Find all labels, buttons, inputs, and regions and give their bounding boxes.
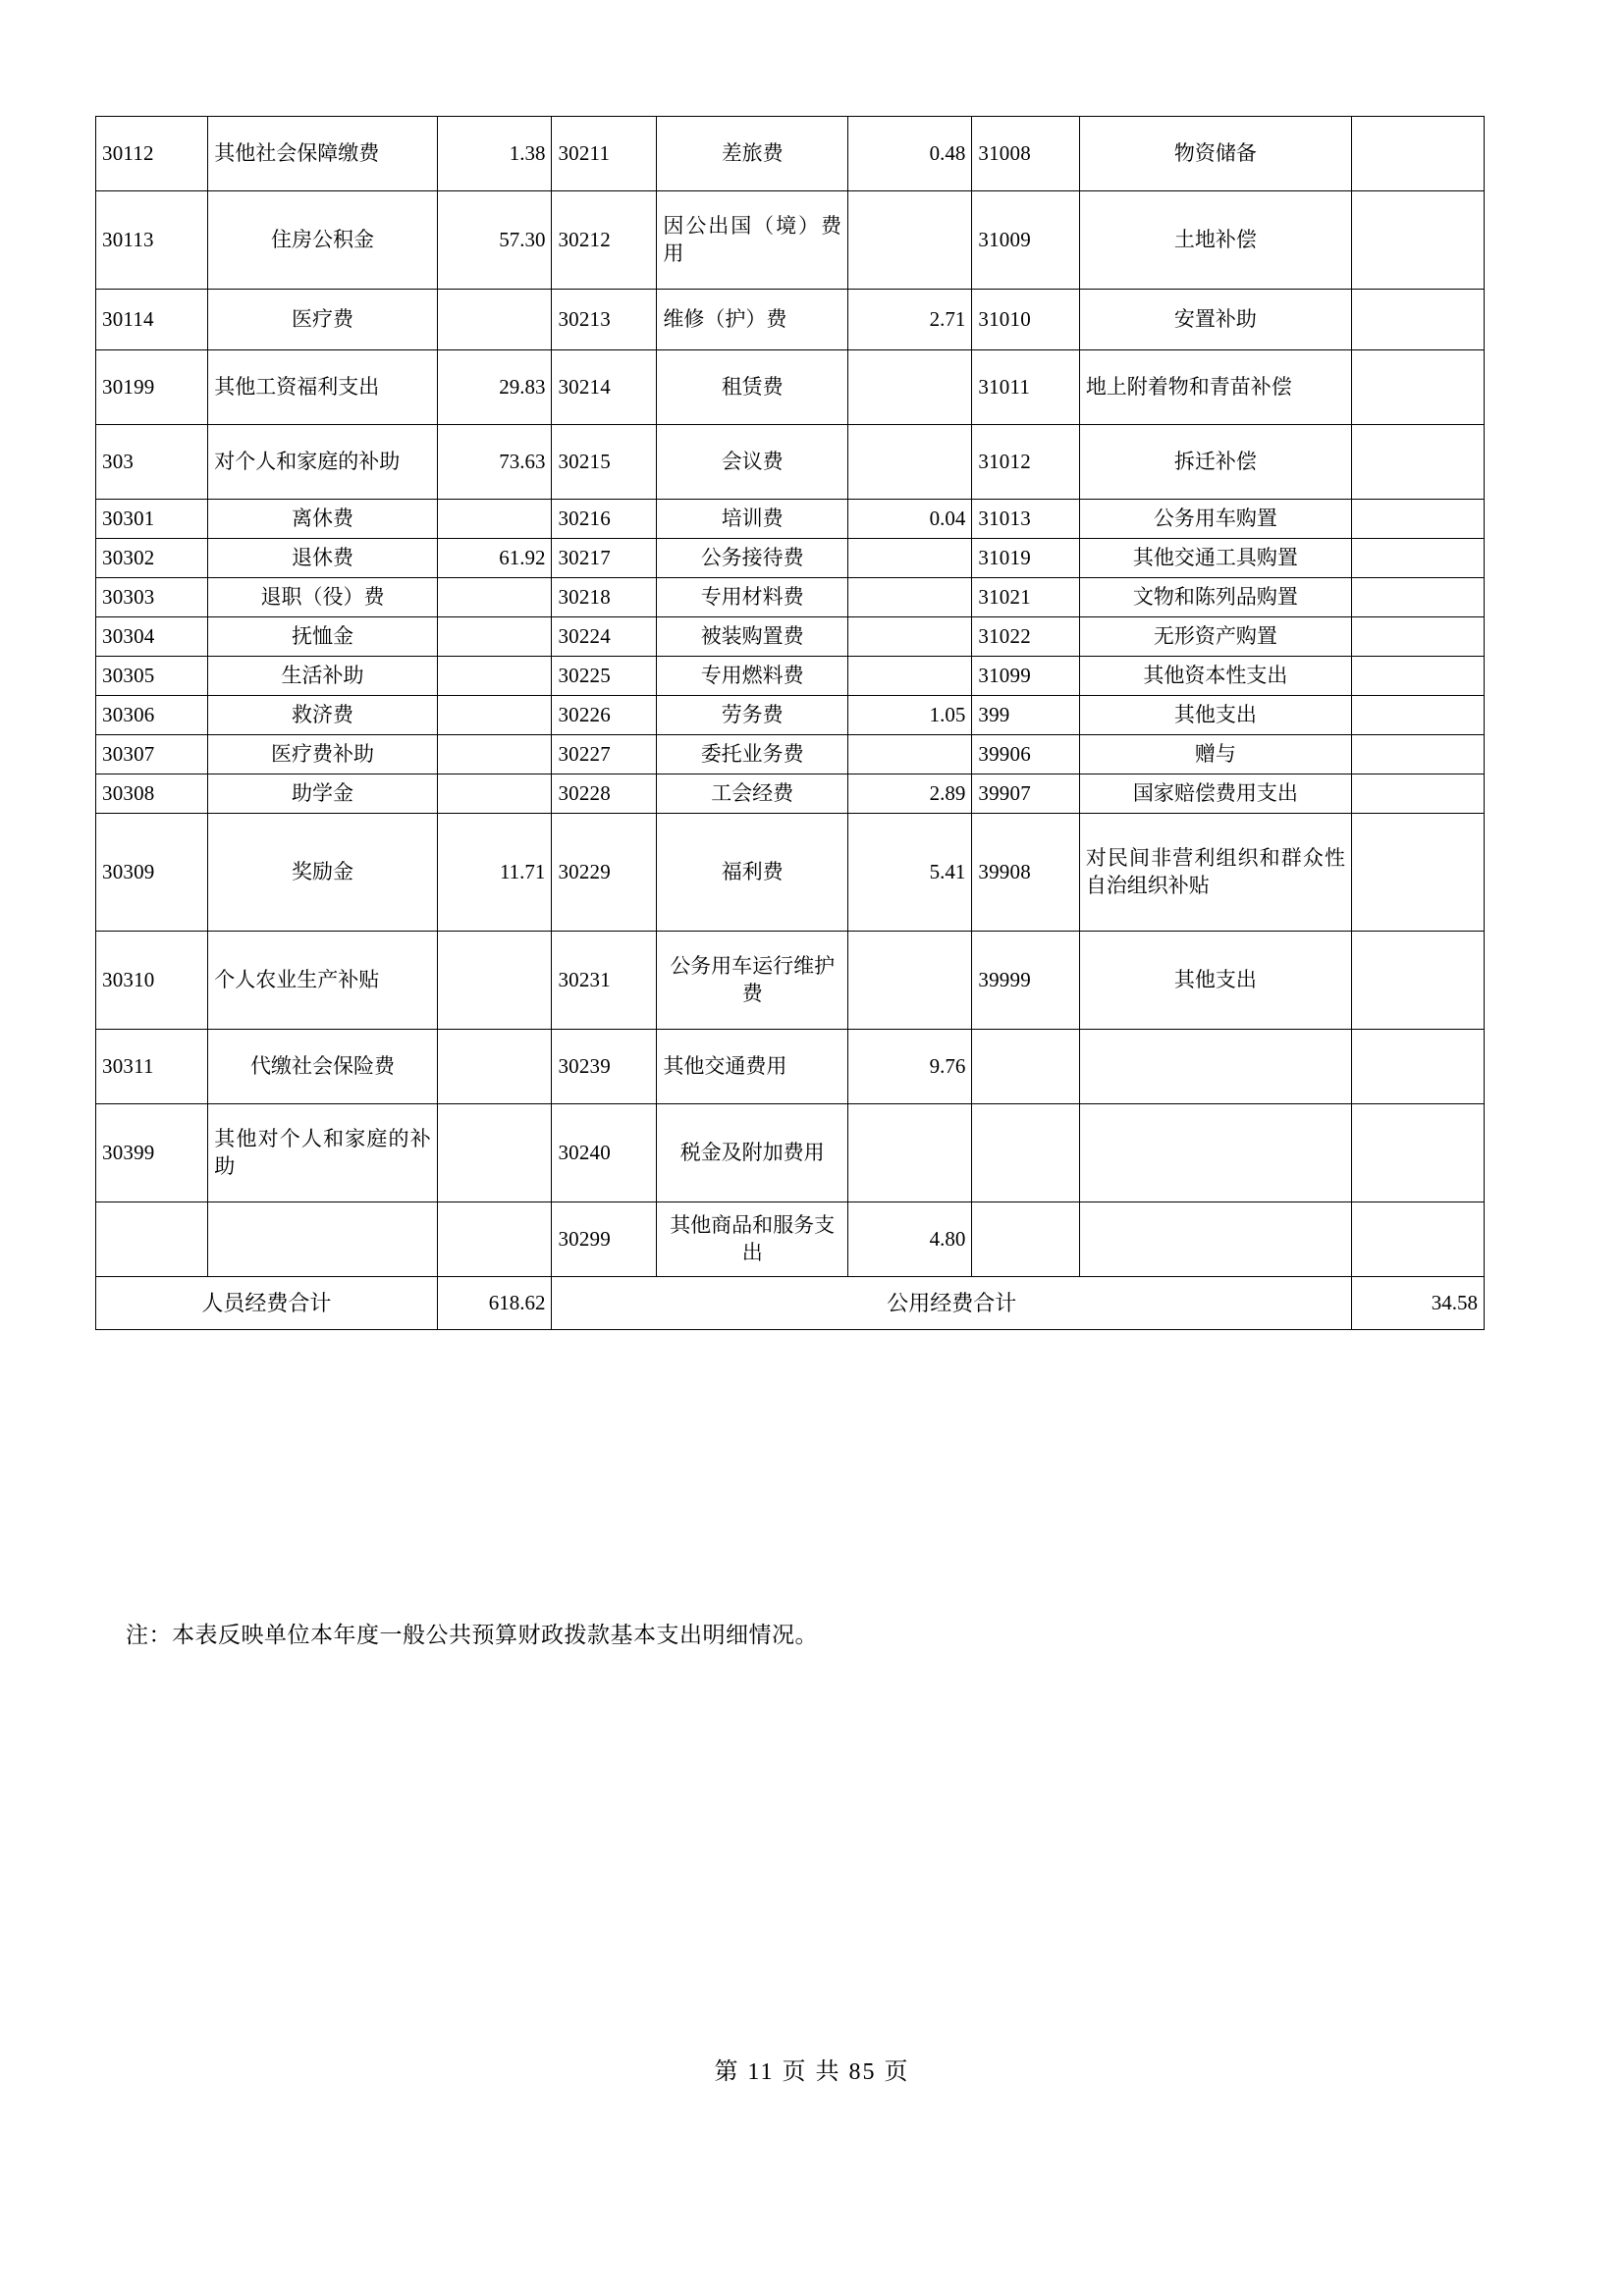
cell-value-2: 2.71: [847, 290, 971, 350]
cell-value-2: 0.48: [847, 117, 971, 191]
cell-code-2: 30225: [552, 657, 657, 696]
cell-value-3: [1352, 657, 1485, 696]
cell-code-3: [972, 1030, 1079, 1104]
cell-value-1: [437, 774, 552, 814]
cell-value-3: [1352, 1202, 1485, 1277]
cell-value-3: [1352, 814, 1485, 932]
cell-value-3: [1352, 578, 1485, 617]
table-row: [96, 350, 1485, 425]
cell-value-1: [437, 290, 552, 350]
cell-value-1: [437, 578, 552, 617]
cell-code-1: 30399: [96, 1104, 208, 1202]
table-row: [96, 500, 1485, 539]
cell-name-1: 抚恤金: [208, 617, 437, 657]
cell-code-1: 30304: [96, 617, 208, 657]
cell-code-1: 30311: [96, 1030, 208, 1104]
cell-code-2: 30227: [552, 735, 657, 774]
cell-code-2: 30213: [552, 290, 657, 350]
cell-value-3: [1352, 539, 1485, 578]
cell-name-3: [1079, 1202, 1351, 1277]
cell-code-3: 31021: [972, 578, 1079, 617]
cell-value-2: 2.89: [847, 774, 971, 814]
cell-value-1: 57.30: [437, 191, 552, 290]
cell-code-3: 31009: [972, 191, 1079, 290]
cell-name-1: 医疗费: [208, 290, 437, 350]
table-row: [96, 578, 1485, 617]
table-row: [96, 774, 1485, 814]
cell-name-3: 其他支出: [1079, 696, 1351, 735]
table-row: [96, 696, 1485, 735]
cell-value-2: [847, 932, 971, 1030]
table-row: [96, 1104, 1485, 1202]
cell-name-2: 租赁费: [657, 350, 848, 425]
table-row: [96, 425, 1485, 500]
cell-code-2: 30216: [552, 500, 657, 539]
cell-value-1: [437, 1104, 552, 1202]
cell-code-2: 30212: [552, 191, 657, 290]
cell-name-1: [208, 1202, 437, 1277]
cell-name-2: 培训费: [657, 500, 848, 539]
cell-code-2: 30218: [552, 578, 657, 617]
cell-code-3: [972, 1104, 1079, 1202]
cell-value-3: [1352, 350, 1485, 425]
table-row: [96, 1030, 1485, 1104]
cell-name-3: 拆迁补偿: [1079, 425, 1351, 500]
cell-name-2: 专用燃料费: [657, 657, 848, 696]
table-row: [96, 191, 1485, 290]
cell-code-3: 31011: [972, 350, 1079, 425]
cell-name-3: [1079, 1104, 1351, 1202]
cell-code-2: 30228: [552, 774, 657, 814]
cell-value-2: [847, 578, 971, 617]
cell-code-2: 30226: [552, 696, 657, 735]
table-row: [96, 814, 1485, 932]
cell-name-3: 其他支出: [1079, 932, 1351, 1030]
cell-value-1: [437, 500, 552, 539]
cell-value-1: [437, 696, 552, 735]
cell-name-3: 赠与: [1079, 735, 1351, 774]
cell-name-1: 个人农业生产补贴: [208, 932, 437, 1030]
cell-value-2: 4.80: [847, 1202, 971, 1277]
cell-name-1: 对个人和家庭的补助: [208, 425, 437, 500]
cell-code-1: 30308: [96, 774, 208, 814]
cell-value-3: [1352, 735, 1485, 774]
cell-value-1: 29.83: [437, 350, 552, 425]
cell-name-2: 劳务费: [657, 696, 848, 735]
cell-value-2: 0.04: [847, 500, 971, 539]
cell-value-3: [1352, 774, 1485, 814]
cell-value-1: [437, 1202, 552, 1277]
cell-value-1: 1.38: [437, 117, 552, 191]
table-row: [96, 932, 1485, 1030]
cell-name-3: 文物和陈列品购置: [1079, 578, 1351, 617]
cell-code-3: 31019: [972, 539, 1079, 578]
cell-name-2: 公务接待费: [657, 539, 848, 578]
cell-code-2: 30299: [552, 1202, 657, 1277]
cell-name-2: 维修（护）费: [657, 290, 848, 350]
table-row: [96, 290, 1485, 350]
cell-name-2: 其他交通费用: [657, 1030, 848, 1104]
cell-value-3: [1352, 117, 1485, 191]
cell-value-2: 1.05: [847, 696, 971, 735]
cell-code-2: 30229: [552, 814, 657, 932]
table-row: [96, 539, 1485, 578]
cell-code-1: [96, 1202, 208, 1277]
public-total-value: 34.58: [1352, 1277, 1485, 1330]
cell-name-3: 其他交通工具购置: [1079, 539, 1351, 578]
cell-code-1: 30113: [96, 191, 208, 290]
cell-code-1: 303: [96, 425, 208, 500]
cell-name-3: 对民间非营利组织和群众性自治组织补贴: [1079, 814, 1351, 932]
cell-value-2: [847, 191, 971, 290]
cell-code-3: 31010: [972, 290, 1079, 350]
cell-code-3: 39906: [972, 735, 1079, 774]
cell-name-2: 其他商品和服务支出: [657, 1202, 848, 1277]
table-note: 注：本表反映单位本年度一般公共预算财政拨款基本支出明细情况。: [126, 1623, 818, 1647]
table-row: [96, 117, 1485, 191]
budget-detail-table: [95, 116, 1485, 1330]
cell-name-3: 安置补助: [1079, 290, 1351, 350]
cell-value-2: [847, 539, 971, 578]
cell-code-2: 30217: [552, 539, 657, 578]
cell-name-3: 其他资本性支出: [1079, 657, 1351, 696]
cell-name-2: 专用材料费: [657, 578, 848, 617]
cell-value-2: [847, 350, 971, 425]
cell-code-2: 30240: [552, 1104, 657, 1202]
cell-code-1: 30310: [96, 932, 208, 1030]
cell-value-1: 73.63: [437, 425, 552, 500]
table-row: [96, 617, 1485, 657]
cell-value-2: 9.76: [847, 1030, 971, 1104]
cell-code-2: 30215: [552, 425, 657, 500]
cell-code-3: 31012: [972, 425, 1079, 500]
cell-code-3: 31022: [972, 617, 1079, 657]
cell-code-3: 39999: [972, 932, 1079, 1030]
cell-value-2: [847, 1104, 971, 1202]
cell-name-3: 地上附着物和青苗补偿: [1079, 350, 1351, 425]
cell-value-1: [437, 735, 552, 774]
cell-name-1: 救济费: [208, 696, 437, 735]
cell-code-2: 30211: [552, 117, 657, 191]
cell-name-1: 奖励金: [208, 814, 437, 932]
cell-name-1: 其他工资福利支出: [208, 350, 437, 425]
cell-name-1: 住房公积金: [208, 191, 437, 290]
cell-value-3: [1352, 1030, 1485, 1104]
cell-value-2: 5.41: [847, 814, 971, 932]
cell-value-2: [847, 425, 971, 500]
table-row: [96, 657, 1485, 696]
cell-name-2: 工会经费: [657, 774, 848, 814]
cell-code-1: 30112: [96, 117, 208, 191]
cell-value-1: 61.92: [437, 539, 552, 578]
budget-table-body: [96, 117, 1485, 1330]
cell-code-1: 30306: [96, 696, 208, 735]
cell-name-1: 代缴社会保险费: [208, 1030, 437, 1104]
cell-name-3: 土地补偿: [1079, 191, 1351, 290]
cell-name-1: 其他对个人和家庭的补助: [208, 1104, 437, 1202]
cell-code-2: 30224: [552, 617, 657, 657]
cell-code-2: 30214: [552, 350, 657, 425]
cell-code-1: 30309: [96, 814, 208, 932]
cell-value-1: [437, 657, 552, 696]
cell-name-2: 福利费: [657, 814, 848, 932]
cell-value-1: [437, 617, 552, 657]
cell-code-1: 30303: [96, 578, 208, 617]
personnel-total-label: 人员经费合计: [96, 1277, 438, 1330]
cell-code-3: 31008: [972, 117, 1079, 191]
cell-code-3: 31099: [972, 657, 1079, 696]
cell-value-3: [1352, 696, 1485, 735]
cell-value-3: [1352, 617, 1485, 657]
cell-code-3: [972, 1202, 1079, 1277]
cell-name-2: 公务用车运行维护费: [657, 932, 848, 1030]
cell-value-3: [1352, 425, 1485, 500]
cell-code-1: 30302: [96, 539, 208, 578]
cell-value-1: [437, 932, 552, 1030]
cell-value-3: [1352, 290, 1485, 350]
cell-name-3: 公务用车购置: [1079, 500, 1351, 539]
cell-name-1: 退职（役）费: [208, 578, 437, 617]
cell-name-1: 助学金: [208, 774, 437, 814]
personnel-total-value: 618.62: [437, 1277, 552, 1330]
cell-code-1: 30307: [96, 735, 208, 774]
cell-name-2: 委托业务费: [657, 735, 848, 774]
cell-name-3: [1079, 1030, 1351, 1104]
cell-name-2: 税金及附加费用: [657, 1104, 848, 1202]
cell-value-3: [1352, 191, 1485, 290]
table-row: [96, 1202, 1485, 1277]
cell-name-3: 无形资产购置: [1079, 617, 1351, 657]
cell-code-3: 39907: [972, 774, 1079, 814]
cell-name-1: 生活补助: [208, 657, 437, 696]
cell-value-1: [437, 1030, 552, 1104]
cell-value-3: [1352, 932, 1485, 1030]
cell-value-2: [847, 617, 971, 657]
cell-name-2: 因公出国（境）费用: [657, 191, 848, 290]
cell-name-2: 被装购置费: [657, 617, 848, 657]
cell-value-2: [847, 735, 971, 774]
cell-code-3: 31013: [972, 500, 1079, 539]
cell-value-1: 11.71: [437, 814, 552, 932]
budget-table-container: [95, 116, 1485, 1330]
cell-code-1: 30199: [96, 350, 208, 425]
cell-code-3: 39908: [972, 814, 1079, 932]
cell-code-1: 30114: [96, 290, 208, 350]
cell-name-3: 物资储备: [1079, 117, 1351, 191]
cell-code-1: 30305: [96, 657, 208, 696]
cell-value-2: [847, 657, 971, 696]
cell-name-1: 其他社会保障缴费: [208, 117, 437, 191]
cell-name-2: 会议费: [657, 425, 848, 500]
cell-code-3: 399: [972, 696, 1079, 735]
cell-code-1: 30301: [96, 500, 208, 539]
cell-value-3: [1352, 500, 1485, 539]
cell-name-1: 医疗费补助: [208, 735, 437, 774]
cell-code-2: 30239: [552, 1030, 657, 1104]
cell-name-3: 国家赔偿费用支出: [1079, 774, 1351, 814]
public-total-label: 公用经费合计: [552, 1277, 1352, 1330]
cell-value-3: [1352, 1104, 1485, 1202]
cell-name-1: 离休费: [208, 500, 437, 539]
cell-name-1: 退休费: [208, 539, 437, 578]
table-row: [96, 735, 1485, 774]
page-footer: 第 11 页 共 85 页: [714, 2059, 910, 2085]
cell-code-2: 30231: [552, 932, 657, 1030]
cell-name-2: 差旅费: [657, 117, 848, 191]
table-total-row: [96, 1277, 1485, 1330]
